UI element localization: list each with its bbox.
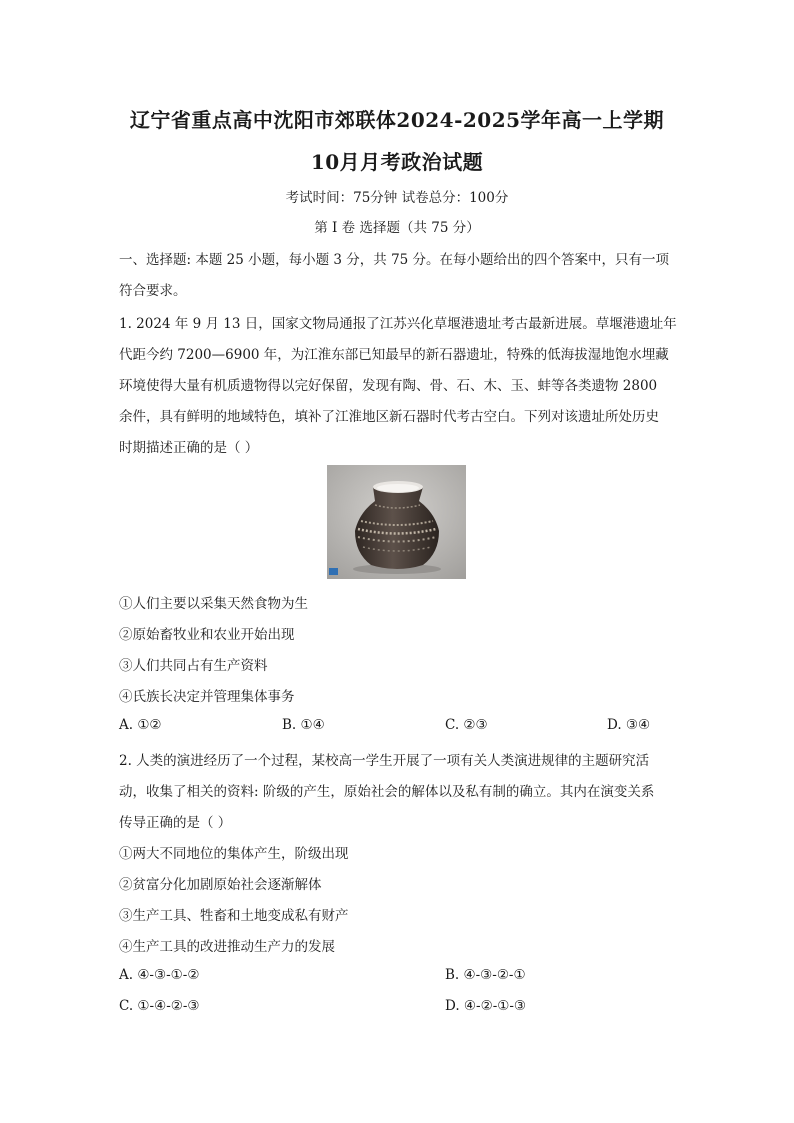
q2-options-row2 <box>119 998 679 1018</box>
q2-statement: ③生产工具、牲畜和土地变成私有财产 <box>119 908 349 924</box>
q2-statement: ②贫富分化加剧原始社会逐渐解体 <box>119 877 322 893</box>
q2-option-c[interactable]: C. ①-④-②-③ <box>119 998 200 1014</box>
q2-stem-line: 动，收集了相关的资料: 阶级的产生，原始社会的解体以及私有制的确立。其内在演变关系 <box>119 784 655 800</box>
exam-info: 考试时间：75分钟 试卷总分：100分 <box>285 190 509 206</box>
q2-options-row1 <box>119 967 679 987</box>
q1-statement: ③人们共同占有生产资料 <box>119 658 268 674</box>
q1-stem-line: 环境使得大量有机质遗物得以完好保留，发现有陶、骨、石、木、玉、蚌等各类遗物 2800 <box>119 378 658 394</box>
q2-statement: ①两大不同地位的集体产生，阶级出现 <box>119 846 349 862</box>
q1-option-c[interactable]: C. ②③ <box>445 717 488 733</box>
pottery-jar-image <box>327 465 466 579</box>
q1-statement: ①人们主要以采集天然食物为生 <box>119 596 308 612</box>
q1-stem-line: 时期描述正确的是（ ） <box>119 440 259 456</box>
q1-option-b[interactable]: B. ①④ <box>282 717 325 733</box>
q1-stem-line: 代距今约 7200—6900 年，为江淮东部已知最早的新石器遗址，特殊的低海拔湿地饱水埋藏 <box>119 347 669 363</box>
q2-stem-line: 2. 人类的演进经历了一个过程，某校高一学生开展了一项有关人类演进规律的主题研究活 <box>119 753 650 769</box>
q2-option-a[interactable]: A. ④-③-①-② <box>119 967 200 983</box>
exam-title-line2: 10月月考政治试题 <box>310 150 484 174</box>
q1-option-a[interactable]: A. ①② <box>119 717 162 733</box>
q1-options <box>119 717 679 737</box>
part-title: 第 I 卷 选择题（共 75 分） <box>314 220 480 236</box>
section-intro-line1: 一、选择题: 本题 25 小题，每小题 3 分，共 75 分。在每小题给出的四个答案中，只有一项 <box>119 252 670 268</box>
exam-title-line1: 辽宁省重点高中沈阳市郊联体2024-2025学年高一上学期 <box>129 108 665 132</box>
q2-statement: ④生产工具的改进推动生产力的发展 <box>119 939 335 955</box>
q2-stem-line: 传导正确的是（ ） <box>119 815 232 831</box>
q2-option-d[interactable]: D. ④-②-①-③ <box>445 998 527 1014</box>
q1-statement: ④氏族长决定并管理集体事务 <box>119 689 295 705</box>
q1-option-d[interactable]: D. ③④ <box>607 717 651 733</box>
q2-option-b[interactable]: B. ④-③-②-① <box>445 967 526 983</box>
pottery-photo <box>327 465 466 579</box>
section-intro-line2: 符合要求。 <box>119 283 187 299</box>
q1-stem-line: 余件，具有鲜明的地域特色，填补了江淮地区新石器时代考古空白。下列对该遗址所处历史 <box>119 409 659 425</box>
q1-stem-line: 1. 2024 年 9 月 13 日，国家文物局通报了江苏兴化草堰港遗址考古最新进展。草堰港遗址年 <box>119 316 677 332</box>
q1-statement: ②原始畜牧业和农业开始出现 <box>119 627 295 643</box>
